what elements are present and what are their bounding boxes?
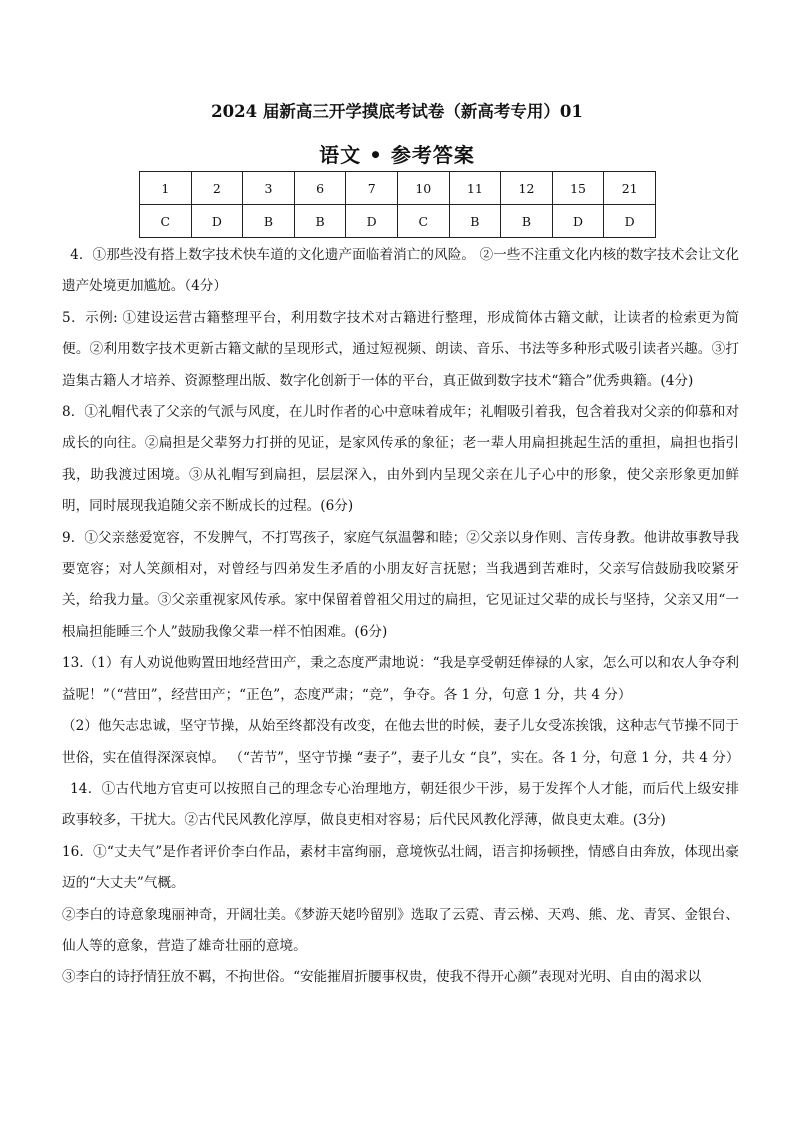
exam-title: 2024 届新高三开学摸底考试卷（新高考专用）01: [211, 102, 583, 121]
question-number-cell: 2: [191, 172, 243, 205]
answer-explanations: [62, 240, 739, 994]
answer-q4: 4．①那些没有搭上数字技术快车道的文化遗产面临着消亡的风险。 ②一些不注重文化内核的数字技术会让文化遗产处境更加尴尬。（4分）: [62, 247, 739, 295]
answer-q5: 5．示例: ①建设运营古籍整理平台，利用数字技术对古籍进行整理，形成简体古籍文献，让读者的检索更为简便。②利用数字技术更新古籍文献的呈现形式，通过短视频、朗读、音乐、书法等多种形式吸引读者兴趣。③打造集古籍人才培养、资源整理出版、数字化创新于一体的平台，真正做到数字技术“籍合”优秀典籍。(4分): [62, 309, 739, 389]
answer-letter-cell: D: [346, 205, 398, 238]
answer-letter-cell: C: [140, 205, 192, 238]
question-number-cell: 11: [449, 172, 501, 205]
answer-letter-row: [140, 205, 656, 238]
question-number-cell: 6: [294, 172, 346, 205]
question-number-cell: 12: [501, 172, 553, 205]
question-number-cell: 1: [140, 172, 192, 205]
answer-table: [139, 171, 656, 238]
question-number-cell: 21: [604, 172, 656, 205]
answer-q16-point2: ②李白的诗意象瑰丽神奇，开阔壮美。《梦游天姥吟留别》选取了云霓、青云梯、天鸡、熊、龙、青冥、金银台、仙人等的意象，营造了雄奇壮丽的意境。: [62, 906, 739, 954]
question-number-cell: 15: [552, 172, 604, 205]
answer-q8: 8．①礼帽代表了父亲的气派与风度，在儿时作者的心中意味着成年；礼帽吸引着我，包含着我对父亲的仰慕和对成长的向往。②扁担是父辈努力打拼的见证，是家风传承的象征；老一辈人用扁担挑起生活的重担，扁担也指引我，助我渡过困境。③从礼帽写到扁担，层层深入，由外到内呈现父亲在儿子心中的形象，使父亲形象更加鲜明，同时展现我追随父亲不断成长的过程。(6分): [62, 404, 739, 515]
answer-letter-cell: D: [191, 205, 243, 238]
answer-letter-cell: D: [552, 205, 604, 238]
answer-q16-point3: ③李白的诗抒情狂放不羁，不拘世俗。“安能摧眉折腰事权贵，使我不得开心颜”表现对光明、自由的渴求以: [62, 969, 702, 986]
question-number-cell: 7: [346, 172, 398, 205]
question-number-cell: 10: [397, 172, 449, 205]
answer-letter-cell: D: [604, 205, 656, 238]
answer-letter-cell: B: [243, 205, 295, 238]
answer-letter-cell: C: [397, 205, 449, 238]
answer-q14: 14．①古代地方官吏可以按照自己的理念专心治理地方，朝廷很少干涉，易于发挥个人才能，而后代上级安排政事较多，干扰大。②古代民风教化淳厚，做良吏相对容易；后代民风教化浮薄，做良吏太难。(3分): [62, 780, 739, 829]
answer-q13-part2: （2）他矢志忠诚，坚守节操，从始至终都没有改变，在他去世的时候，妻子儿女受冻挨饿，这种志气节操不同于世俗，实在值得深深哀悼。 （“苦节”，坚守节操 “妻子”，妻子儿女 “良”，实在。各 1 分，句意 1 分，共 4 分）: [62, 718, 740, 766]
question-number-cell: 3: [243, 172, 295, 205]
question-number-row: [140, 172, 656, 205]
answer-letter-cell: B: [449, 205, 501, 238]
answer-letter-cell: B: [294, 205, 346, 238]
answer-q16-point1: 16．①“丈夫气”是作者评价李白作品，素材丰富绚丽，意境恢弘壮阔，语言抑扬顿挫，情感自由奔放，体现出豪迈的“大丈夫”气概。: [62, 843, 739, 892]
answer-q9: 9．①父亲慈爱宽容，不发脾气，不打骂孩子，家庭气氛温馨和睦；②父亲以身作则、言传身教。他讲故事教导我要宽容；对人笑颜相对，对曾经与四弟发生矛盾的小朋友好言抚慰；当我遇到苦难时，父亲写信鼓励我咬紧牙关，给我力量。③父亲重视家风传承。家中保留着曾祖父用过的扁担，它见证过父辈的成长与坚持，父亲又用“一根扁担能睡三个人”鼓励我像父辈一样不怕困难。(6分): [62, 529, 739, 640]
answer-letter-cell: B: [501, 205, 553, 238]
answer-q13-part1: 13.（1）有人劝说他购置田地经营田产，秉之态度严肃地说：“我是享受朝廷俸禄的人家，怎么可以和农人争夺利益呢！”（“营田”，经营田产；“正色”，态度严肃；“竞”，争夺。各 1 分，句意 1 分，共 4 分）: [62, 655, 739, 703]
answer-key-subtitle: 语文 • 参考答案: [319, 143, 475, 167]
